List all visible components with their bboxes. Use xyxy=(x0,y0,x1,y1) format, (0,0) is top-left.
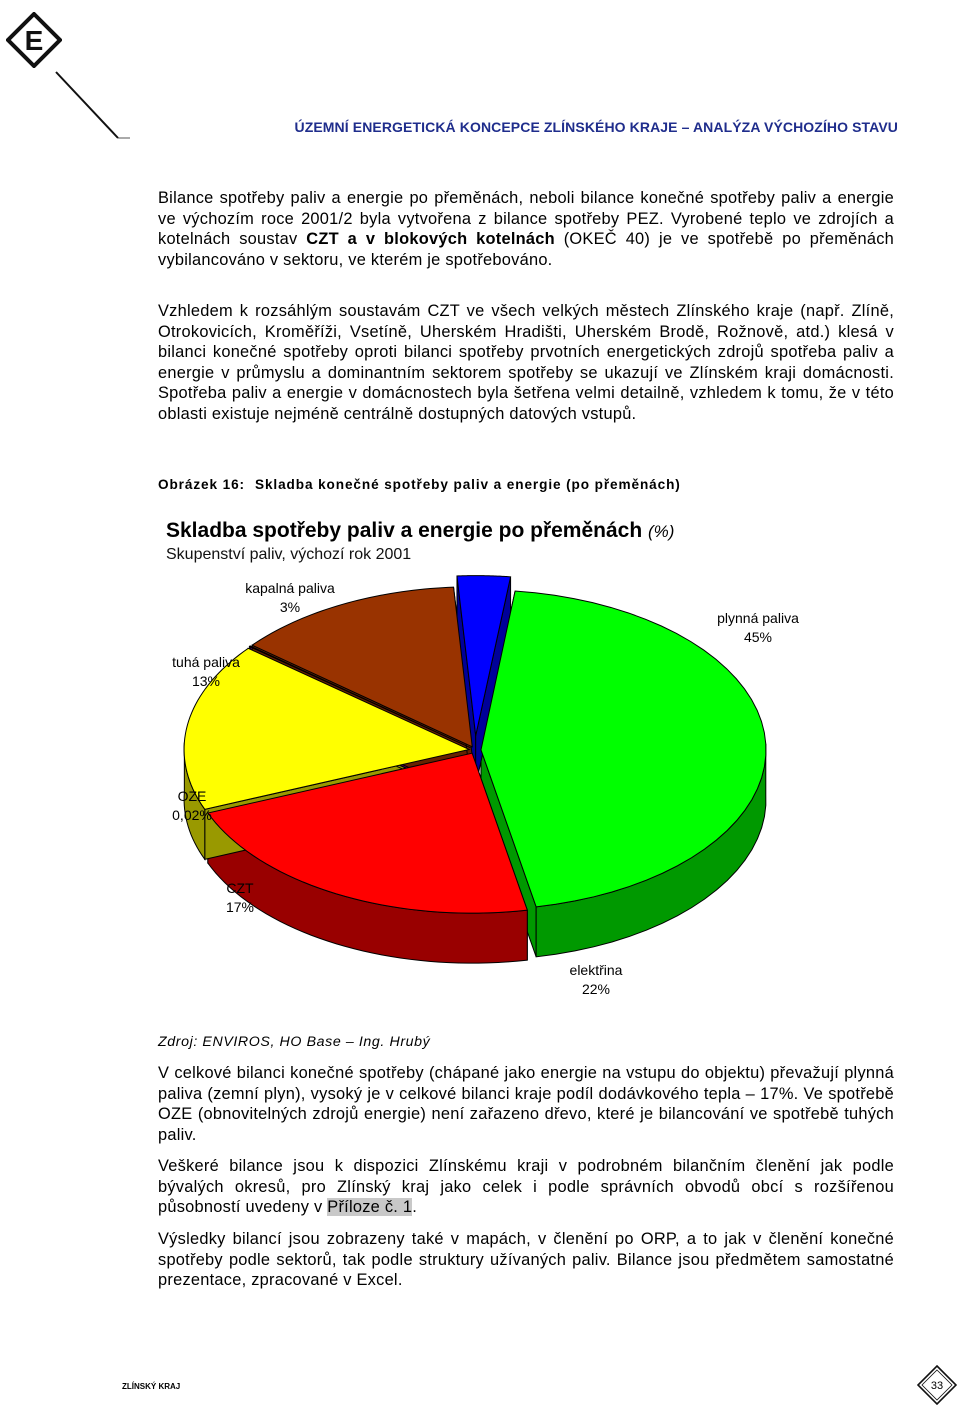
e-logo-icon xyxy=(6,12,62,68)
conclusion-p4-end: . xyxy=(412,1198,418,1217)
chart-title: Skladba spotřeby paliv a energie po přeměnách (%) xyxy=(166,519,675,542)
intro-text-b: (OKEČ 40) je ve spotřebě po přeměnách vybilancováno v sektoru, ve kterém je spotřebováno. xyxy=(158,230,895,269)
slice-label-plynná-paliva: plynná paliva 45% xyxy=(717,610,799,645)
header-title: ÚZEMNÍ ENERGETICKÁ KONCEPCE ZLÍNSKÉHO KRAJE – ANALÝZA VÝCHOZÍHO STAVU xyxy=(294,119,898,135)
figure-caption xyxy=(158,477,681,492)
conclusion-paragraph-2 xyxy=(158,1156,894,1218)
slice-label-OZE: OZE 0,02% xyxy=(172,788,212,823)
intro-bold-term: CZT a v blokových kotelnách xyxy=(306,230,555,249)
page-number: 33 xyxy=(930,1380,944,1392)
chart-subtitle: Skupenství paliv, výchozí rok 2001 xyxy=(166,546,412,563)
conclusion-p3-text: V celkové bilanci konečné spotřeby (chápané jako energie na vstupu do objektu) převažují plynná paliva (zemní plyn), vysoký je v celkové bilanci kraje podíl dodávkového tepla – 17%. Ve spotřebě OZE (obnovitelných zdrojů energie) není zařazeno dřevo, které je bilancování ve spotřebě tuhých paliv. xyxy=(158,1064,894,1144)
intro-paragraph-1 xyxy=(158,188,894,270)
intro-text-a: Bilance spotřeby paliv a energie po přeměnách, neboli bilance konečné spotřeby paliv a energie ve výchozím roce 2001/2 byla vytvořena z bilance spotřeby PEZ. Vyrobené teplo ve zdrojích a kotelnách soustav xyxy=(158,189,894,249)
svg-text:E: E xyxy=(24,25,44,56)
intro-p2-text: Vzhledem k rozsáhlým soustavám CZT ve všech velkých městech Zlínského kraje (např. Zlíně, Otrokovicích, Kroměříži, Vsetíně, Uherském Hradišti, Uherském Brodě, Rožnově, atd.) klesá v bilanci konečné spotřeby oproti bilanci spotřeby prvotních energetických zdrojů spotřeba paliv a energie v průmyslu a dominantním sektorem spotřeby se ukazují ve Zlínském kraji domácnosti. Spotřeba paliv a energie v domácnostech byla šetřena velmi detailně, vzhledem k tomu, že v této oblasti existuje nejméně centrálně dostupných datových vstupů. xyxy=(158,302,894,423)
figure-caption-text: Skladba konečné spotřeby paliv a energie (po přeměnách) xyxy=(254,477,681,492)
slice-label-tuhá-paliva: tuhá paliva 13% xyxy=(172,654,240,689)
chart-title-unit: (%) xyxy=(648,522,675,541)
conclusion-p4-text: Veškeré bilance jsou k dispozici Zlínskému kraji v podrobném bilančním členění jak podle bývalých okresů, pro Zlínský kraj jako celek i podle správních obvodů obcí s rozšířenou působností uvedeny v xyxy=(158,1157,894,1217)
appendix-link[interactable]: Příloze č. 1 xyxy=(327,1198,413,1217)
slice-label-CZT: CZT 17% xyxy=(225,880,255,915)
slice-label-kapalná-paliva: kapalná paliva 3% xyxy=(245,580,335,615)
conclusion-paragraph-3 xyxy=(158,1229,894,1291)
conclusion-p5-text: Výsledky bilancí jsou zobrazeny také v mapách, v členění po ORP, a to jak v členění konečné spotřeby podle sektorů, tak podle struktury užívaných paliv. Bilance jsou předmětem samostatné prezentace, zpracované v Excel. xyxy=(158,1230,894,1290)
figure-source: Zdroj: ENVIROS, HO Base – Ing. Hrubý xyxy=(158,1034,431,1050)
page-number-badge xyxy=(917,1365,957,1405)
pie-chart xyxy=(160,505,850,1005)
footer-region: ZLÍNSKÝ KRAJ xyxy=(122,1382,181,1391)
conclusion-paragraph-1 xyxy=(158,1063,894,1145)
intro-paragraph-2 xyxy=(158,301,894,425)
figure-number: Obrázek 16: xyxy=(158,477,245,492)
slice-label-elektřina: elektřina 22% xyxy=(569,962,623,997)
